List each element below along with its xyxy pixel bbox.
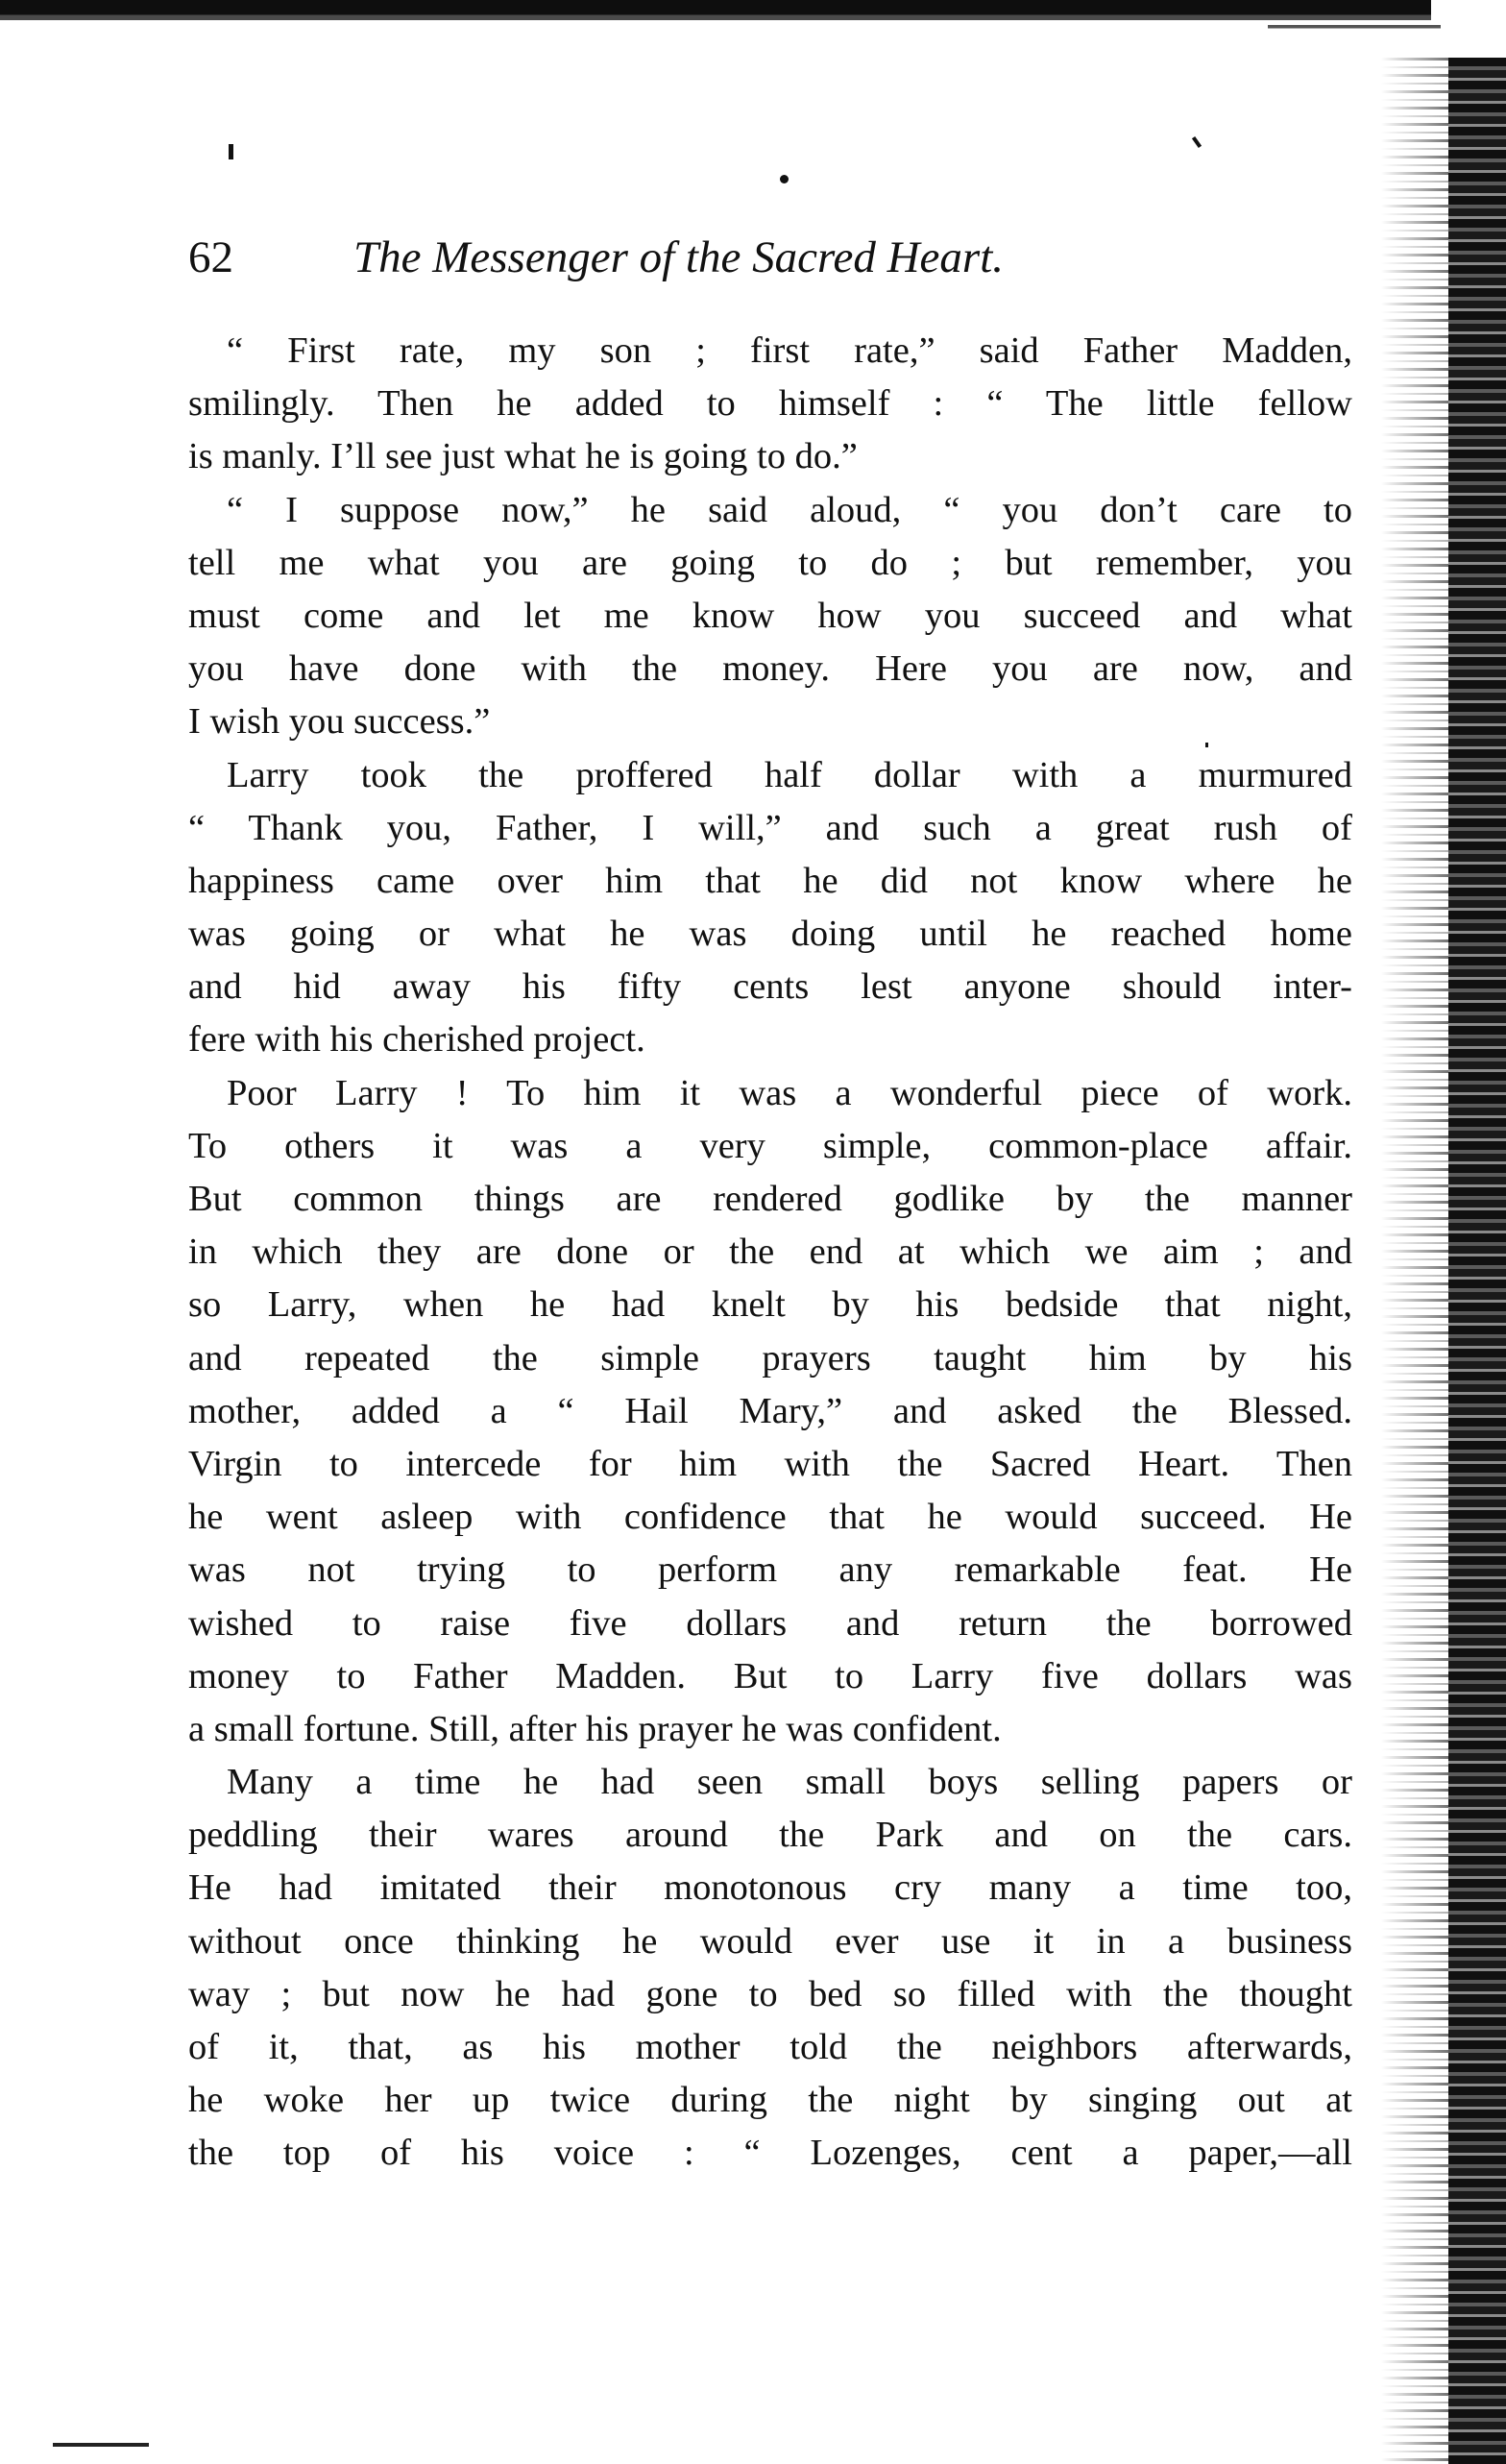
text-line: was going or what he was doing until he reached home [188, 914, 1352, 955]
text-line: and hid away his fifty cents lest anyone should inter- [188, 966, 1352, 1008]
text-line: a small fortune. Still, after his prayer he was confident. [188, 1708, 1002, 1749]
text-line: way ; but now he had gone to bed so filled with the thought [188, 1973, 1352, 2014]
text-line: the top of his voice : “ Lozenges, cent a paper,—all [188, 2133, 1352, 2174]
scan-speck [1192, 136, 1202, 148]
text-line: “ Thank you, Father, I will,” and such a great rush of [188, 807, 1352, 848]
page-number: 62 [188, 232, 233, 282]
text-line: you have done with the money. Here you are now, and [188, 648, 1352, 690]
scan-top-border [0, 0, 1431, 25]
page-header [188, 224, 1360, 291]
text-line: he woke her up twice during the night by singing out at [188, 2080, 1352, 2121]
scan-speck [780, 175, 789, 183]
text-line: Larry took the proffered half dollar with a murmured [227, 754, 1352, 795]
scan-bottom-mark [53, 2443, 149, 2447]
text-line: mother, added a “ Hail Mary,” and asked the Blessed. [188, 1390, 1352, 1431]
text-line: happiness came over him that he did not know where he [188, 860, 1352, 901]
scan-top-border-edge [1268, 25, 1441, 54]
text-line: “ First rate, my son ; first rate,” said Father Madden, [227, 330, 1352, 371]
text-line: he went asleep with confidence that he would succeed. He [188, 1497, 1352, 1538]
text-line: in which they are done or the end at which we aim ; and [188, 1232, 1352, 1273]
text-line: was not trying to perform any remarkable feat. He [188, 1549, 1352, 1591]
text-line: without once thinking he would ever use it in a business [188, 1920, 1352, 1962]
running-title: The Messenger of the Sacred Heart. [353, 232, 1005, 282]
text-line: But common things are rendered godlike by the manner [188, 1179, 1352, 1219]
scan-right-border [1448, 58, 1506, 2464]
text-line: peddling their wares around the Park and on the cars. [188, 1815, 1352, 1856]
text-line: Virgin to intercede for him with the Sacred Heart. Then [188, 1443, 1352, 1484]
body-text [188, 325, 1352, 2181]
text-line: tell me what you are going to do ; but remember, you [188, 542, 1352, 583]
scan-right-shadow [1381, 58, 1448, 2464]
text-line: “ I suppose now,” he said aloud, “ you don’t care to [227, 489, 1352, 530]
text-line: so Larry, when he had knelt by his bedside that night, [188, 1284, 1352, 1326]
text-line: and repeated the simple prayers taught him by his [188, 1337, 1352, 1378]
text-line: money to Father Madden. But to Larry five dollars was [188, 1655, 1352, 1696]
text-line: Poor Larry ! To him it was a wonderful piece of work. [227, 1072, 1352, 1113]
text-line: fere with his cherished project. [188, 1019, 645, 1061]
text-line: To others it was a very simple, common-place affair. [188, 1125, 1352, 1166]
text-line: I wish you success.” [188, 701, 491, 743]
text-line: Many a time he had seen small boys selling papers or [227, 1762, 1352, 1803]
text-line: He had imitated their monotonous cry many a time too, [188, 1867, 1352, 1909]
text-line: must come and let me know how you succeed and what [188, 595, 1352, 636]
scan-speck [229, 144, 233, 159]
text-line: of it, that, as his mother told the neighbors afterwards, [188, 2027, 1352, 2067]
text-line: wished to raise five dollars and return the borrowed [188, 1602, 1352, 1644]
text-line: smilingly. Then he added to himself : “ The little fellow [188, 383, 1352, 425]
text-line: is manly. I’ll see just what he is going to do.” [188, 436, 858, 477]
